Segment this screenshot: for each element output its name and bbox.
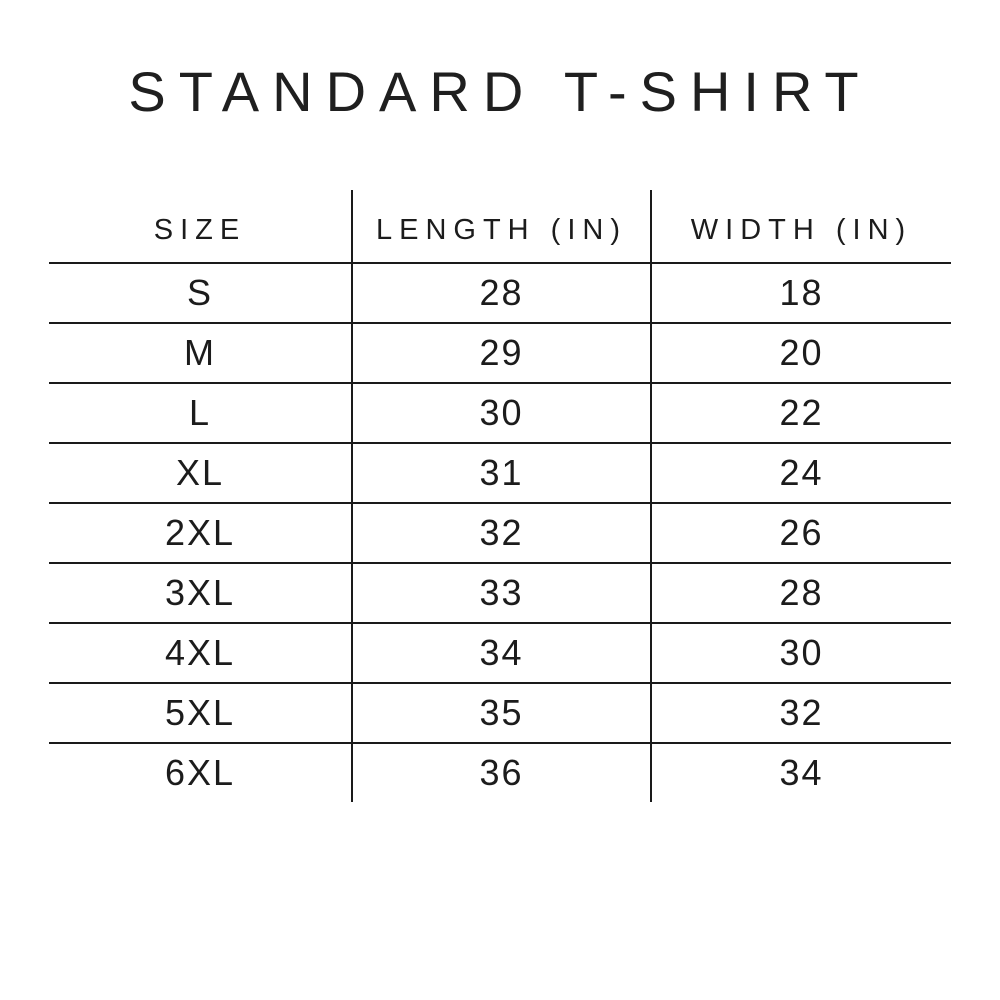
length-cell: 36 <box>352 743 651 802</box>
length-cell: 33 <box>352 563 651 623</box>
table-row <box>49 623 951 683</box>
width-cell: 34 <box>651 743 951 802</box>
width-cell: 32 <box>651 683 951 743</box>
column-header-length: LENGTH (IN) <box>352 190 651 263</box>
length-cell: 34 <box>352 623 651 683</box>
length-cell: 31 <box>352 443 651 503</box>
width-cell: 28 <box>651 563 951 623</box>
size-cell: S <box>49 263 352 323</box>
table-row <box>49 263 951 323</box>
length-cell: 28 <box>352 263 651 323</box>
width-cell: 18 <box>651 263 951 323</box>
length-cell: 35 <box>352 683 651 743</box>
size-cell: 4XL <box>49 623 352 683</box>
size-cell: M <box>49 323 352 383</box>
header-row <box>49 190 951 263</box>
table-row <box>49 743 951 802</box>
page-title: STANDARD T-SHIRT <box>128 60 872 123</box>
size-cell: 5XL <box>49 683 352 743</box>
table-header <box>49 190 951 263</box>
size-cell: 2XL <box>49 503 352 563</box>
table-row <box>49 383 951 443</box>
size-cell: 3XL <box>49 563 352 623</box>
table-row <box>49 683 951 743</box>
width-cell: 30 <box>651 623 951 683</box>
table-row <box>49 503 951 563</box>
width-cell: 20 <box>651 323 951 383</box>
table-row <box>49 443 951 503</box>
size-cell: L <box>49 383 352 443</box>
column-header-size: SIZE <box>49 190 352 263</box>
table-row <box>49 563 951 623</box>
size-cell: XL <box>49 443 352 503</box>
width-cell: 24 <box>651 443 951 503</box>
width-cell: 22 <box>651 383 951 443</box>
length-cell: 30 <box>352 383 651 443</box>
length-cell: 29 <box>352 323 651 383</box>
table-body <box>49 263 951 802</box>
size-cell: 6XL <box>164 752 236 793</box>
size-chart-table <box>49 190 951 802</box>
length-cell: 32 <box>352 503 651 563</box>
width-cell: 26 <box>651 503 951 563</box>
column-header-width: WIDTH (IN) <box>651 190 951 263</box>
table-row <box>49 323 951 383</box>
